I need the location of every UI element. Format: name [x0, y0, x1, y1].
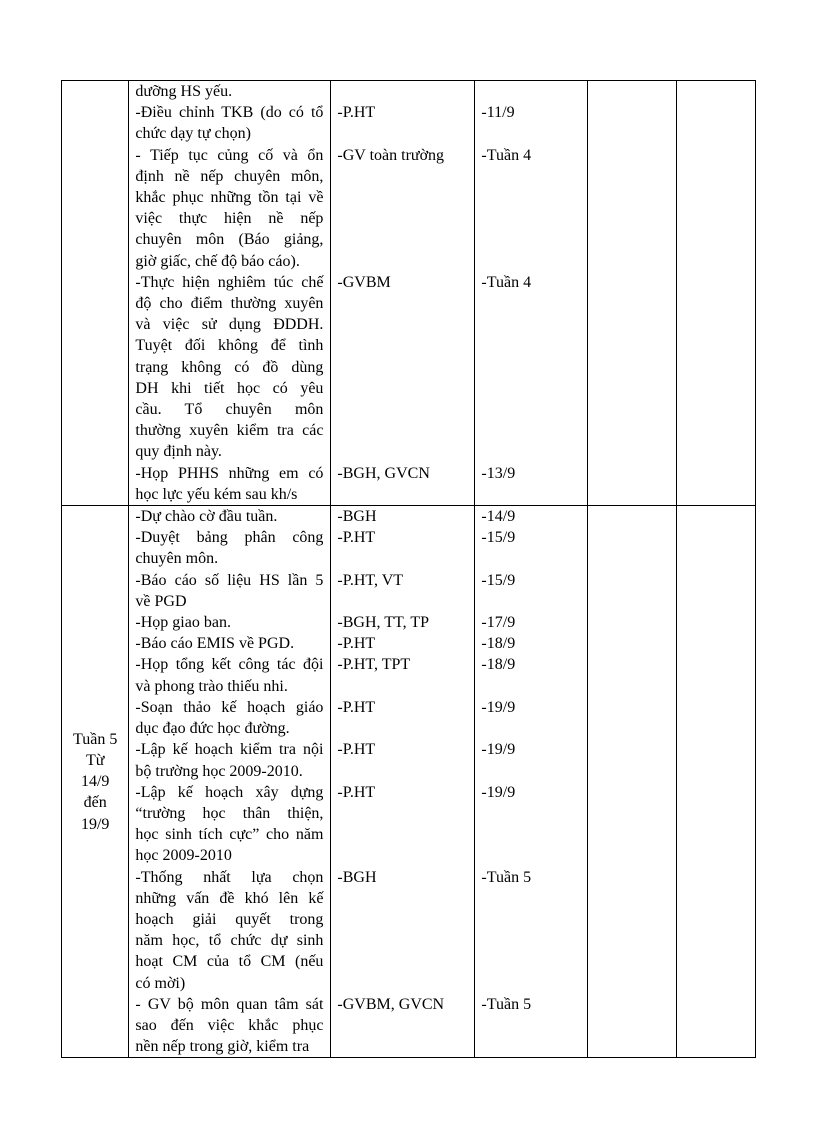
task-content-line: và việc sử dụng ĐDDH. — [135, 316, 324, 334]
task-person: -BGH, TT, TP — [331, 612, 475, 633]
task-content — [129, 81, 331, 102]
task-content — [129, 867, 331, 994]
task-person: -GV toàn trường — [331, 145, 475, 272]
task-content-line: DH khi tiết học có yêu — [135, 379, 324, 397]
task-date: -19/9 — [475, 739, 588, 781]
task-content-line: học sinh tích cực” cho năm — [135, 826, 324, 844]
task-person — [331, 81, 475, 102]
task-content-line: khắc phục những tồn tại về — [135, 189, 324, 207]
task-content-line: thường xuyên kiểm tra các — [135, 422, 324, 440]
week-label-line: 14/9 — [80, 773, 110, 791]
task-content-line: - Tiếp tục củng cố và ổn — [135, 146, 324, 164]
task-person: -P.HT — [331, 527, 475, 569]
task-person: -P.HT — [331, 697, 475, 739]
task-content-line: trạng không có đồ dùng — [135, 358, 324, 376]
week-label-line: Tuần 5 — [73, 730, 118, 748]
task-item — [129, 612, 588, 633]
week-cell — [61, 81, 129, 505]
task-item — [129, 527, 588, 569]
task-item — [129, 570, 588, 612]
task-content-line: -Họp PHHS những em có — [135, 464, 324, 482]
task-content-line: cầu. Tổ chuyên môn — [135, 401, 324, 419]
task-content-line: chức dạy tự chọn) — [135, 125, 251, 143]
task-person: -P.HT — [331, 782, 475, 867]
task-content-line: sao đến việc khắc phục — [135, 1016, 324, 1034]
task-content — [129, 654, 331, 696]
task-content-line: -Họp giao ban. — [135, 614, 231, 632]
task-content — [129, 633, 331, 654]
task-content-line: nền nếp trong giờ, kiểm tra — [135, 1038, 310, 1056]
task-item — [129, 654, 588, 696]
task-item — [129, 145, 588, 272]
task-content — [129, 570, 331, 612]
task-date: -15/9 — [475, 527, 588, 569]
task-date: -Tuần 4 — [475, 272, 588, 463]
task-date: -18/9 — [475, 633, 588, 654]
task-person: -P.HT — [331, 102, 475, 144]
task-person: -BGH — [331, 506, 475, 527]
week-label-line: Từ — [85, 751, 105, 769]
table-row — [61, 506, 756, 1058]
task-item — [129, 867, 588, 994]
task-content-line: độ cho điểm thường xuyên — [135, 295, 324, 313]
task-content-line: định nề nếp chuyên môn, — [135, 167, 324, 185]
task-item — [129, 739, 588, 781]
task-date: -Tuần 5 — [475, 867, 588, 994]
task-content — [129, 739, 331, 781]
task-content — [129, 994, 331, 1058]
task-date: -11/9 — [475, 102, 588, 144]
task-content-line: -Thống nhất lựa chọn — [135, 868, 324, 886]
task-person: -BGH — [331, 867, 475, 994]
task-item — [129, 463, 588, 505]
task-person: -GVBM, GVCN — [331, 994, 475, 1058]
task-content-line: và phong trào thiếu nhi. — [135, 677, 288, 695]
task-content-line: việc thực hiện nề nếp — [135, 210, 324, 228]
task-person: -BGH, GVCN — [331, 463, 475, 505]
task-content — [129, 612, 331, 633]
task-person: -P.HT — [331, 739, 475, 781]
task-date — [475, 81, 588, 102]
task-content-line: Tuyệt đối không để tình — [135, 337, 324, 355]
task-content-line: bộ trường học 2009-2010. — [135, 762, 303, 780]
result-cell — [588, 81, 676, 505]
task-content-line: có mời) — [135, 974, 186, 992]
task-item — [129, 633, 588, 654]
task-content-line: -Báo cáo số liệu HS lần 5 — [135, 571, 324, 589]
task-person: -P.HT, TPT — [331, 654, 475, 696]
task-content-line: -Họp tổng kết công tác đội — [135, 656, 324, 674]
task-item — [129, 81, 588, 102]
week-cell — [61, 506, 129, 1057]
task-content-line: hoạt CM của tổ CM (nếu — [135, 953, 324, 971]
task-content-line: chuyên môn. — [135, 550, 219, 568]
task-date: -Tuần 4 — [475, 145, 588, 272]
week-label-line: đến — [83, 794, 107, 812]
task-content-line: -Thực hiện nghiêm túc chế — [135, 273, 324, 291]
task-content-line: -Lập kế hoạch kiểm tra nội — [135, 741, 324, 759]
task-content-line: dưỡng HS yếu. — [135, 83, 233, 100]
task-date: -14/9 — [475, 506, 588, 527]
task-date: -15/9 — [475, 570, 588, 612]
week-label-line: 19/9 — [80, 815, 110, 833]
task-item — [129, 994, 588, 1058]
task-content — [129, 102, 331, 144]
task-content-line: quy định này. — [135, 443, 222, 461]
task-date: -19/9 — [475, 697, 588, 739]
plan-table — [61, 80, 756, 1058]
task-content — [129, 697, 331, 739]
task-date: -17/9 — [475, 612, 588, 633]
task-content — [129, 782, 331, 867]
tasks-block — [129, 81, 588, 505]
task-content-line: dục đạo đức học đường. — [135, 720, 290, 738]
week-label — [73, 729, 117, 835]
task-content-line: “trường học thân thiện, — [135, 804, 324, 822]
result-cell — [588, 506, 676, 1057]
task-date: -Tuần 5 — [475, 994, 588, 1058]
task-content — [129, 463, 331, 505]
task-content-line: những vấn đề khó lên kế — [135, 889, 324, 907]
note-cell — [677, 506, 756, 1057]
task-content-line: năm học, tổ chức dự sinh — [135, 932, 324, 950]
task-item — [129, 782, 588, 867]
task-content-line: -Soạn thảo kế hoạch giáo — [135, 698, 324, 716]
task-person: -P.HT, VT — [331, 570, 475, 612]
task-item — [129, 272, 588, 463]
task-date: -13/9 — [475, 463, 588, 505]
task-content-line: -Điều chỉnh TKB (do có tổ — [135, 104, 324, 122]
task-date: -18/9 — [475, 654, 588, 696]
task-content — [129, 527, 331, 569]
note-cell — [677, 81, 756, 505]
tasks-block — [129, 506, 588, 1057]
task-content-line: hoạch giải quyết trong — [135, 910, 324, 928]
task-content-line: học lực yếu kém sau kh/s — [135, 485, 298, 503]
task-content-line: chuyên môn (Báo giảng, — [135, 231, 324, 249]
task-person: -P.HT — [331, 633, 475, 654]
task-item — [129, 102, 588, 144]
task-content-line: -Duyệt bảng phân công — [135, 529, 324, 547]
task-content-line: về PGD — [135, 592, 187, 610]
task-person: -GVBM — [331, 272, 475, 463]
task-content — [129, 272, 331, 463]
task-item — [129, 506, 588, 527]
task-content — [129, 145, 331, 272]
task-content — [129, 506, 331, 527]
task-content-line: -Dự chào cờ đầu tuần. — [135, 508, 278, 526]
task-content-line: -Lập kế hoạch xây dựng — [135, 783, 324, 801]
task-content-line: - GV bộ môn quan tâm sát — [135, 995, 324, 1013]
task-item — [129, 697, 588, 739]
table-row — [61, 81, 756, 506]
task-content-line: học 2009-2010 — [135, 847, 232, 865]
task-content-line: -Báo cáo EMIS về PGD. — [135, 635, 295, 653]
task-content-line: giờ giấc, chế độ báo cáo). — [135, 252, 300, 270]
task-date: -19/9 — [475, 782, 588, 867]
